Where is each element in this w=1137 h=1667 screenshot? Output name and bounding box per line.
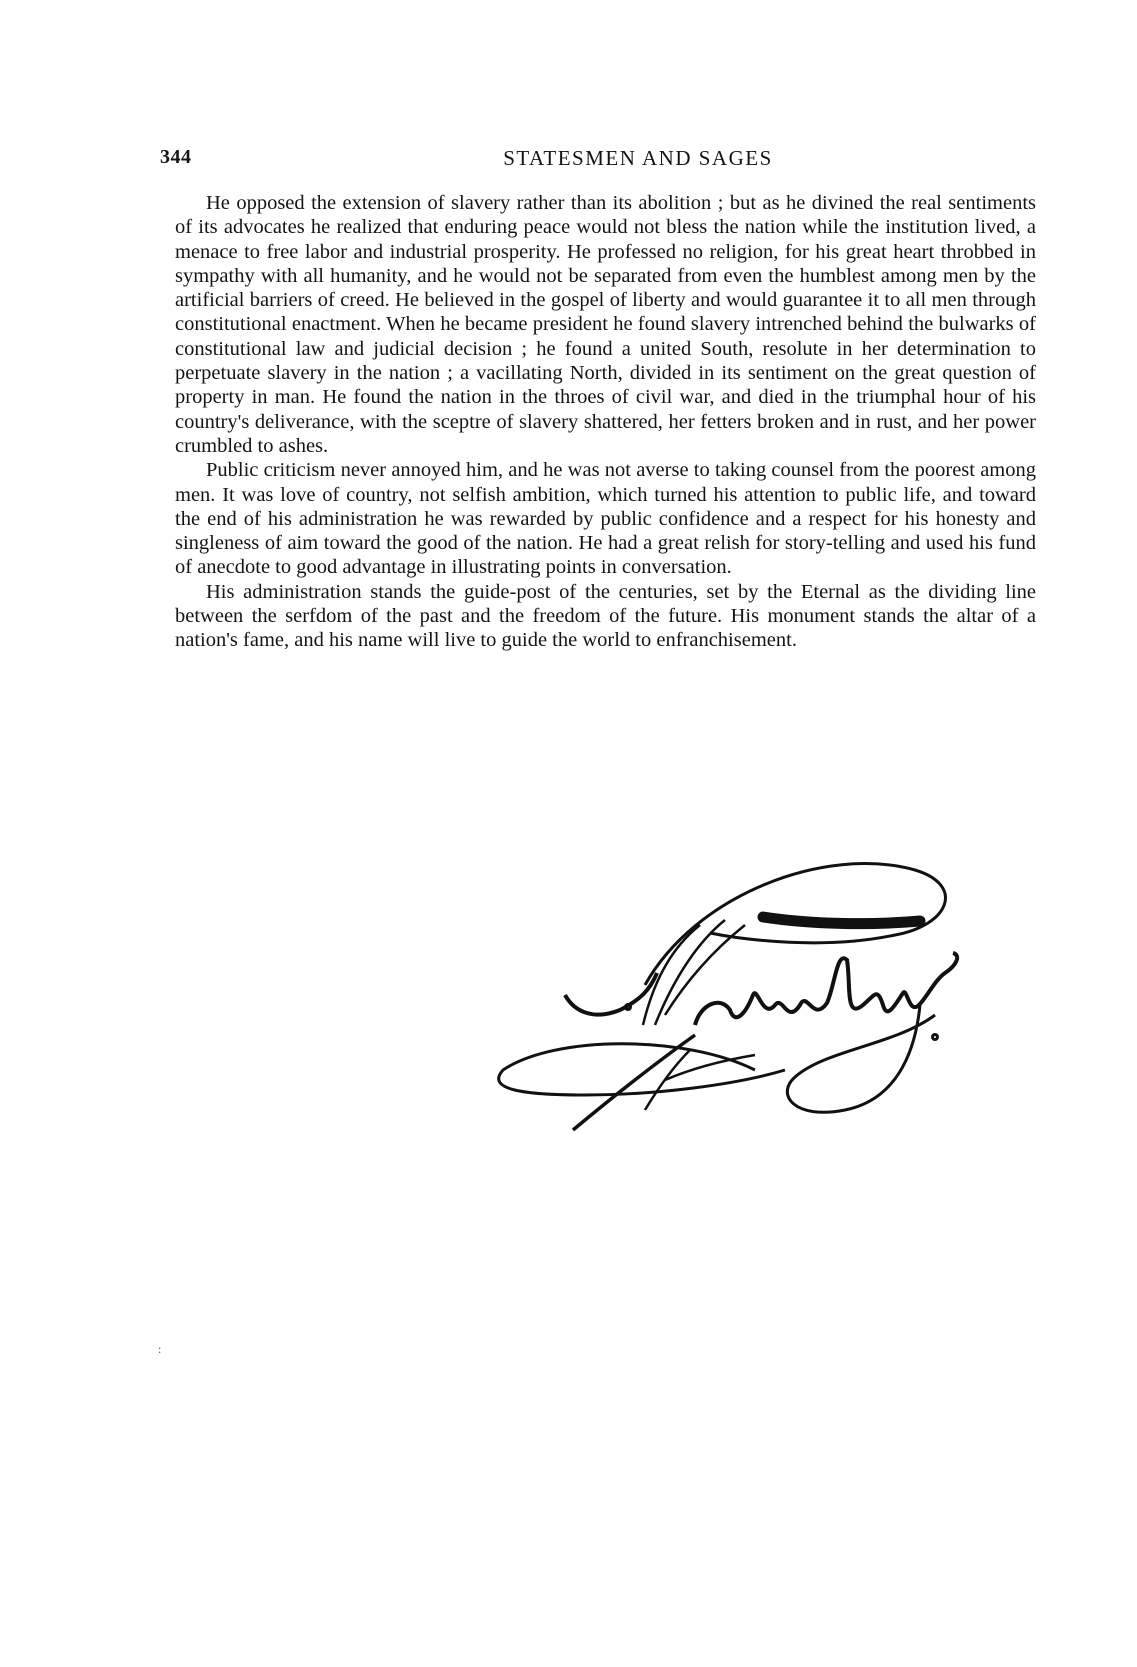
paragraph-3: His administration stands the guide-post of the centuries, set by the Eternal as the dividing line between the serfdom of the past and the freedom of the future. His monument stands the altar of a nation's fame, and his name will live to guide the world to enfranchisement. [175,580,1036,652]
signature-diagonal [573,1035,695,1130]
running-head: STATESMEN AND SAGES [503,146,773,170]
paragraph-2: Public criticism never annoyed him, and he was not averse to taking counsel from the poorest among men. It was love of country, not selfish ambition, which turned his attention to public life, and toward the end of his administration he was rewarded by public confidence and a respect for his honesty and singleness of aim toward the good of the nation. He had a great relish for story-telling and used his fund of anecdote to good advantage in illustrating points in conversation. [175,459,1036,579]
signature-final-dot [933,1035,938,1040]
page-number: 344 [160,146,192,168]
signature [495,855,1015,1145]
signature-j [565,973,657,1015]
stray-mark: : [158,1342,162,1356]
paragraph-1: He opposed the extension of slavery rather than its abolition ; but as he divined the real sentiments of its advocates he realized that enduring peace would not bless the nation while the institution lived, a menace to free labor and industrial prosperity. He professed no religion, for his great heart throbbed in sympathy with all humanity, and he would not be separated from even the humblest among men by the artificial barriers of creed. He believed in the gospel of liberty and would guarantee it to all men through constitutional enactment. When he became president he found slavery intrenched behind the bulwarks of constitutional law and judicial decision ; he found a united South, resolute in her determination to perpetuate slavery in the nation ; a vacillating North, divided in its sentiment on the great question of property in man. He found the nation in the throes of civil war, and died in the triumphal hour of his country's deliverance, with the sceptre of slavery shattered, her fetters broken and in rust, and her power crumbled to ashes. [175,192,1036,457]
body-text [175,191,1036,653]
signature-descender [787,1005,935,1112]
signature-bar [763,917,920,924]
signature-lower-flourish [499,1044,785,1095]
